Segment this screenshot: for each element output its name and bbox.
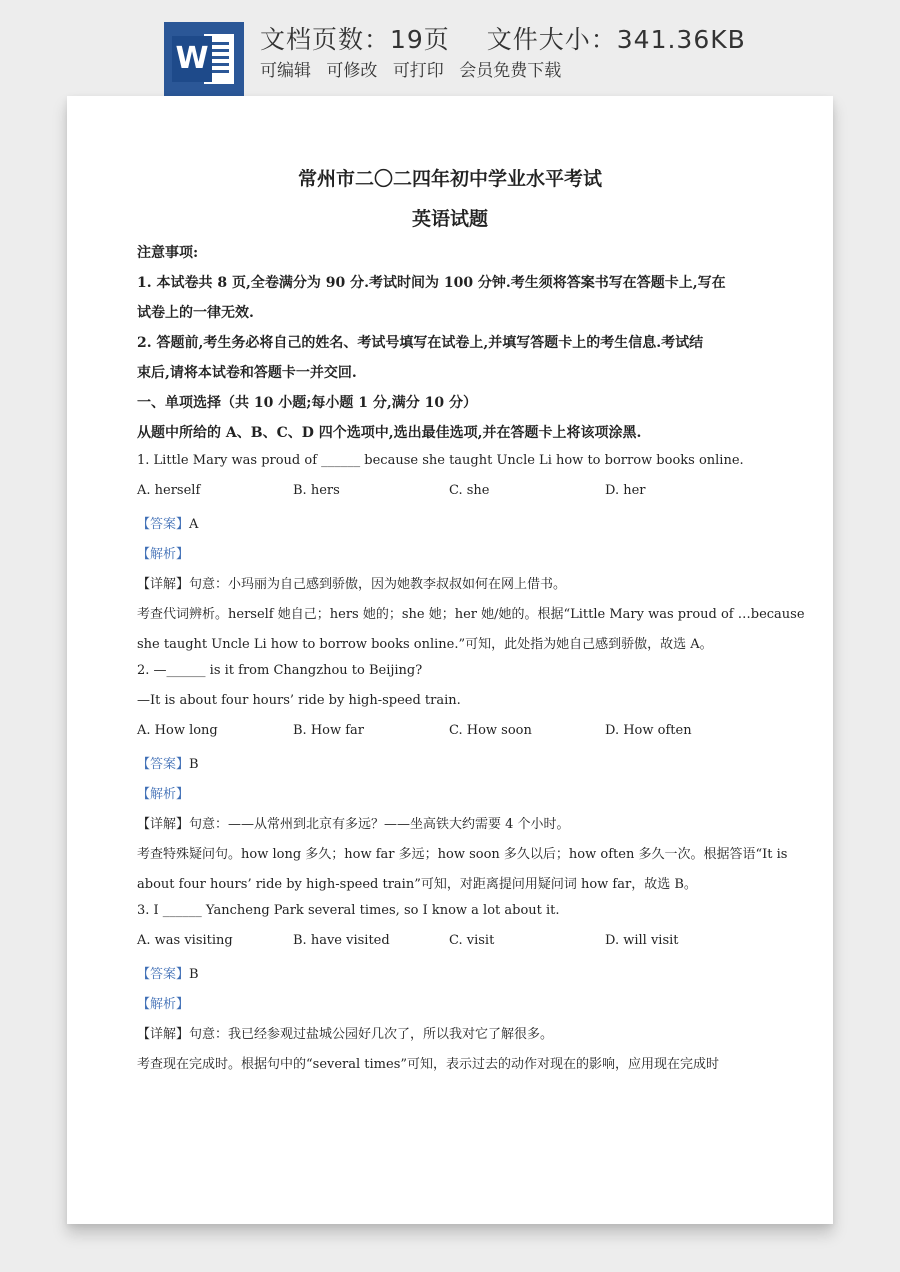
notice-2-line-1: 2. 答题前,考生务必将自己的姓名、考试号填写在试卷上,并填写答题卡上的考生信息.考试结	[137, 335, 704, 351]
q3-option-a: A. was visiting	[137, 933, 233, 948]
q3-option-c: C. visit	[449, 933, 495, 948]
q2-option-b: B. How far	[293, 723, 365, 738]
file-size: 文件大小：341.36KB	[486, 25, 746, 54]
feature-modifiable: 可修改	[326, 61, 378, 81]
notice-1-line-1: 1. 本试卷共 8 页,全卷满分为 90 分.考试时间为 100 分钟.考生须将答案书写在答题卡上,写在	[137, 275, 726, 291]
q1-detail-2: 考查代词辨析。herself 她自己；hers 她的；she 她；her 她/她的。根据“Little Mary was proud of …because	[137, 607, 805, 622]
word-letter: W	[172, 36, 212, 82]
answer-tag: 【答案】	[137, 757, 190, 772]
q3-detail-1: 【详解】句意：我已经参观过盐城公园好几次了，所以我对它了解很多。	[137, 1027, 554, 1042]
answer-tag: 【答案】	[137, 517, 190, 532]
q1-option-d: D. her	[605, 483, 646, 498]
q2-option-a: A. How long	[137, 723, 218, 738]
feature-member-download: 会员免费下载	[459, 61, 562, 81]
feature-editable: 可编辑	[260, 61, 311, 81]
q2-answer	[137, 753, 199, 772]
question-2-stem: 2. —______ is it from Changzhou to Beijing?	[137, 663, 423, 678]
q3-answer	[137, 963, 199, 982]
file-info	[260, 20, 746, 56]
q1-option-a: A. herself	[137, 483, 201, 498]
word-document-icon	[164, 22, 244, 96]
feature-list	[260, 56, 571, 81]
q2-analysis-tag: 【解析】	[137, 787, 190, 802]
q1-answer-value: A	[189, 517, 199, 532]
q3-answer-value: B	[189, 967, 199, 982]
q1-detail-1: 【详解】句意：小玛丽为自己感到骄傲，因为她教李叔叔如何在网上借书。	[137, 577, 567, 592]
feature-printable: 可打印	[392, 61, 444, 81]
download-header	[0, 0, 900, 96]
notice-heading: 注意事项:	[137, 245, 199, 261]
q2-answer-value: B	[189, 757, 199, 772]
q2-option-d: D. How often	[605, 723, 692, 738]
q3-analysis-tag: 【解析】	[137, 997, 190, 1012]
q1-option-c: C. she	[449, 483, 490, 498]
q2-detail-2: 考查特殊疑问句。how long 多久；how far 多远；how soon 多久以后；how often 多久一次。根据答语“It is	[137, 847, 788, 862]
answer-tag: 【答案】	[137, 967, 190, 982]
q3-option-d: D. will visit	[605, 933, 679, 948]
q1-option-b: B. hers	[293, 483, 340, 498]
notice-2-line-2: 束后,请将本试卷和答题卡一并交回.	[137, 365, 357, 381]
q2-option-c: C. How soon	[449, 723, 532, 738]
exam-subtitle: 英语试题	[411, 208, 488, 230]
notice-1-line-2: 试卷上的一律无效.	[137, 305, 254, 321]
q1-answer	[137, 513, 198, 532]
q1-analysis-tag: 【解析】	[137, 547, 190, 562]
q1-detail-3: she taught Uncle Li how to borrow books online.”可知，此处指为她自己感到骄傲，故选 A。	[137, 637, 713, 652]
q2-detail-3: about four hours’ ride by high-speed train”可知，对距离提问用疑问词 how far，故选 B。	[137, 877, 697, 892]
document-page	[67, 96, 833, 1224]
question-2-reply: —It is about four hours’ ride by high-speed train.	[137, 693, 461, 708]
question-3-stem: 3. I ______ Yancheng Park several times, so I know a lot about it.	[137, 903, 560, 918]
section-heading: 一、单项选择（共 10 小题;每小题 1 分,满分 10 分）	[137, 395, 477, 411]
q3-option-b: B. have visited	[293, 933, 390, 948]
question-1-stem: 1. Little Mary was proud of ______ because she taught Uncle Li how to borrow books online.	[137, 453, 744, 468]
section-instruction: 从题中所给的 A、B、C、D 四个选项中,选出最佳选项,并在答题卡上将该项涂黑.	[137, 425, 642, 441]
q2-detail-1: 【详解】句意：——从常州到北京有多远？——坐高铁大约需要 4 个小时。	[137, 817, 570, 832]
exam-title: 常州市二〇二四年初中学业水平考试	[297, 168, 602, 190]
page-count: 文档页数：19页	[260, 25, 450, 54]
q3-detail-2: 考查现在完成时。根据句中的“several times”可知，表示过去的动作对现在的影响，应用现在完成时	[137, 1057, 720, 1072]
